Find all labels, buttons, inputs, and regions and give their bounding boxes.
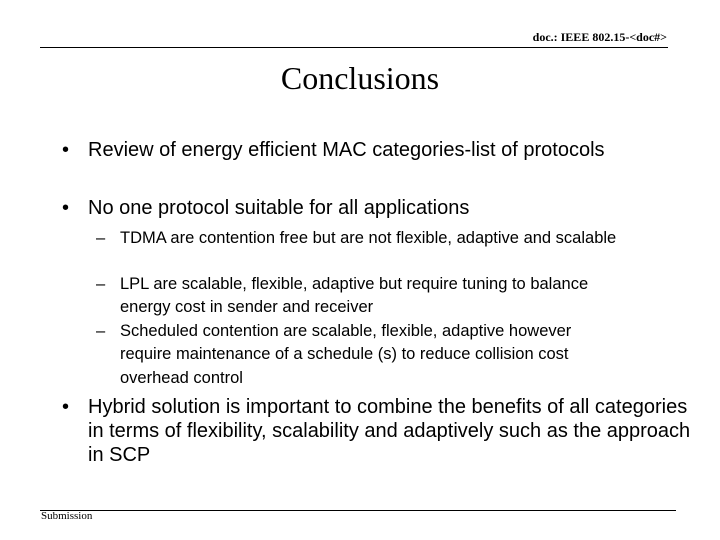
sub-bullet-item [96,320,625,390]
sub-bullet-item [96,273,620,320]
slide-title: Conclusions [280,60,440,96]
sub-bullet-marker: – [96,275,106,293]
bullet-marker: • [62,139,70,161]
bullet-item [62,395,698,467]
footer-label: Submission [41,510,93,522]
sub-bullet-text: TDMA are contention free but are not flexible, adaptive and scalable [120,229,617,247]
sub-bullet-text: LPL are scalable, flexible, adaptive but require tuning to balance energy cost in sender and receiver [120,275,589,317]
bullet-text: Hybrid solution is important to combine the benefits of all categories in terms of flexibility, scalability and adaptively such as the approach in SCP [88,396,691,466]
footer-divider [40,510,676,511]
bullet-item [62,138,648,162]
header-divider [40,47,668,48]
bullet-item [62,196,668,220]
bullet-marker: • [62,197,70,219]
sub-bullet-text: Scheduled contention are scalable, flexible, adaptive however require maintenance of a schedule (s) to reduce collision cost overhead control [120,322,572,387]
sub-bullet-marker: – [96,229,106,247]
sub-bullet-item [96,227,660,250]
doc-id-header: doc.: IEEE 802.15-<doc#> [532,30,667,44]
bullet-marker: • [62,396,70,418]
sub-bullet-marker: – [96,322,106,340]
bullet-text: Review of energy efficient MAC categories-list of protocols [88,139,605,161]
bullet-text: No one protocol suitable for all applications [88,197,470,219]
